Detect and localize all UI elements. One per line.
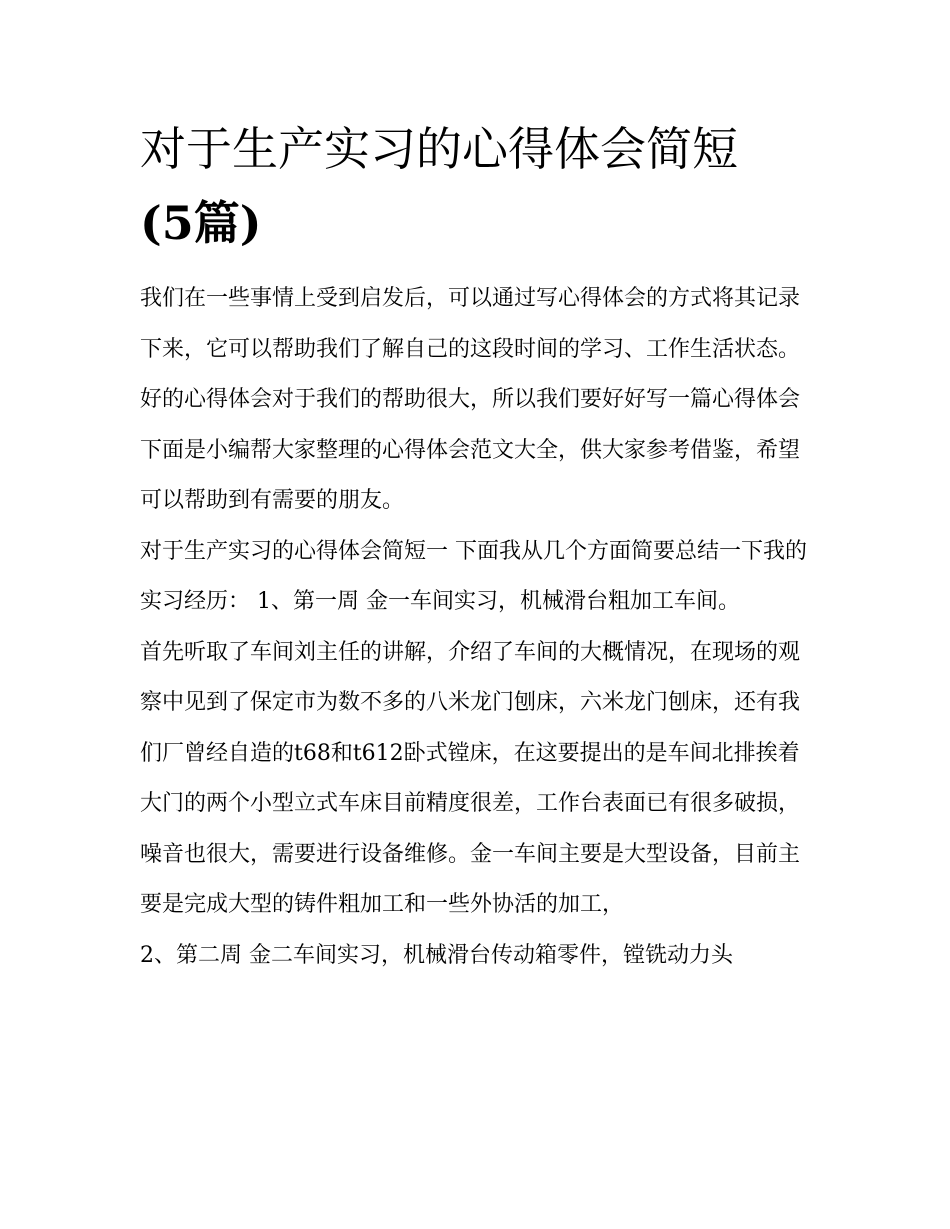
document-title (140, 112, 815, 260)
document-content (140, 112, 815, 981)
paragraph-intro: 我们在一些事情上受到启发后，可以通过写心得体会的方式将其记录下来，它可以帮助我们了解自己的这段时间的学习、工作生活状态。好的心得体会对于我们的帮助很大，所以我们要好好写一篇心得体会下面是小编帮大家整理的心得体会范文大全，供大家参考借鉴，希望可以帮助到有需要的朋友。 (140, 286, 801, 513)
paragraph-week-one: 首先听取了车间刘主任的讲解，介绍了车间的大概情况，在现场的观察中见到了保定市为数不多的八米龙门刨床，六米龙门刨床，还有我们厂曾经自造的t68和t612卧式镗床，在这要提出的是车间北排挨着大门的两个小型立式车床目前精度很差，工作台表面已有很多破损，噪音也很大，需要进行设备维修。金一车间主要是大型设备，目前主要是完成大型的铸件粗加工和一些外协活的加工， (140, 639, 801, 917)
paragraph-week-two: 2、第二周 金二车间实习，机械滑台传动箱零件，镗铣动力头 (140, 942, 733, 968)
title-line-2: (5篇) (140, 196, 262, 250)
paragraph-summary: 对于生产实习的心得体会简短一 下面我从几个方面简要总结一下我的实习经历： 1、第一周 金一车间实习，机械滑台粗加工车间。 (140, 538, 807, 614)
title-line-1: 对于生产实习的心得体会简短 (140, 122, 738, 176)
